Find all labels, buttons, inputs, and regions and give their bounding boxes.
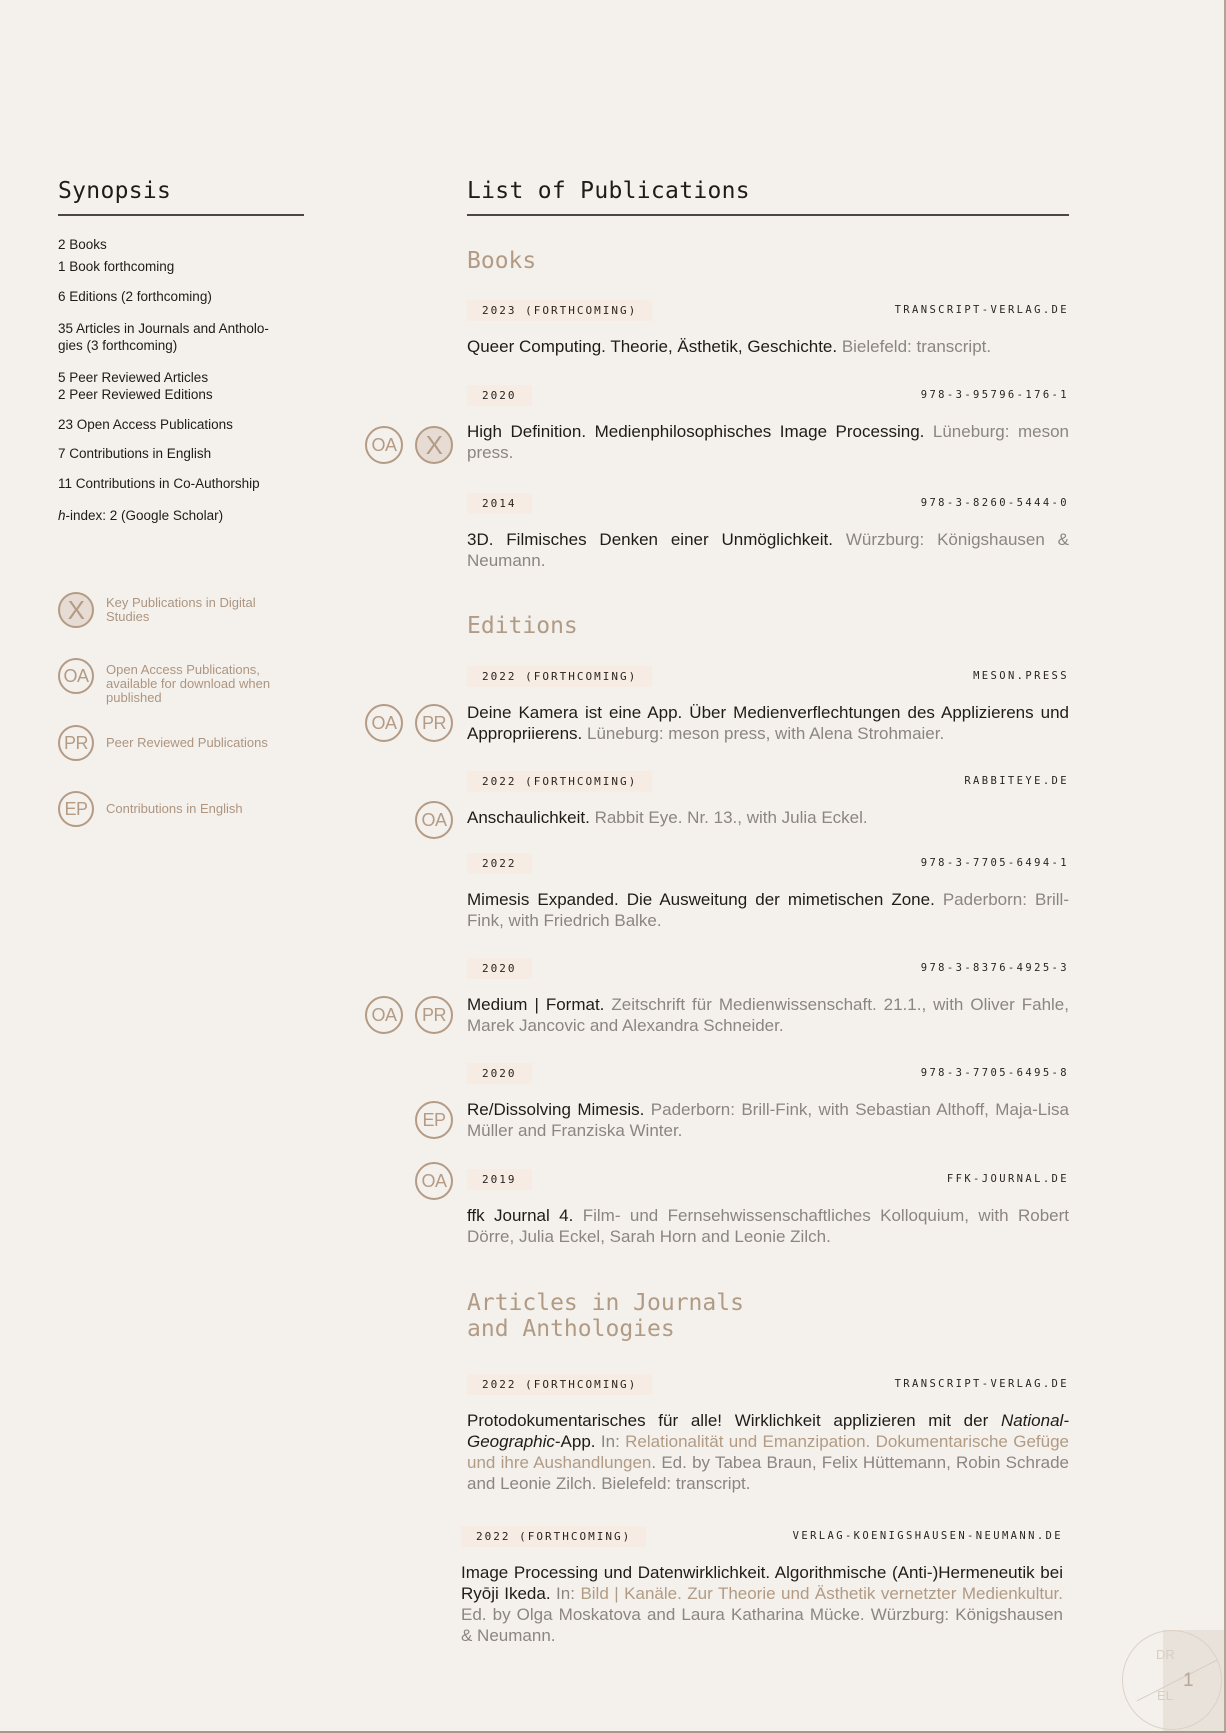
- entry-citation: [467, 994, 1069, 1036]
- date-tag: 2022: [467, 853, 532, 874]
- section-title-line: and Anthologies: [467, 1316, 675, 1342]
- entry-details: Paderborn: Brill-Fink, with Sebastian Althoff, Maja-Lisa Müller and Franziska Winter.: [467, 1100, 1069, 1140]
- legend-item-open-access: [58, 658, 306, 705]
- entry-details: Paderborn: Brill-Fink, with Friedrich Balke.: [467, 890, 1069, 930]
- logo-initials-bottom: EL: [1157, 1688, 1173, 1703]
- synopsis-line: 23 Open Access Publications: [58, 416, 233, 432]
- entry-meta: [461, 1524, 1063, 1548]
- synopsis-line: gies (3 forthcoming): [58, 338, 178, 353]
- entry-meta: [467, 1061, 1069, 1085]
- section-title-books: Books: [467, 248, 537, 274]
- entry-citation: [467, 702, 1069, 744]
- entry-meta: [467, 1167, 1069, 1191]
- anthology-title: Bild | Kanäle. Zur Theorie und Ästhetik vernetzter Medienkultur.: [580, 1584, 1063, 1603]
- synopsis-line: 1 Book forthcoming: [58, 258, 175, 274]
- hindex-value: -index: 2 (Google Scholar): [65, 508, 224, 523]
- synopsis-group: [58, 369, 304, 404]
- synopsis-group: [58, 288, 304, 306]
- entry-title: Mimesis Expanded. Die Ausweitung der mimetischen Zone.: [467, 890, 935, 909]
- entry-badges: [415, 1162, 453, 1200]
- isbn: 978-3-95796-176-1: [920, 389, 1069, 401]
- entry-badges: [365, 426, 453, 464]
- open-access-badge-icon: OA: [365, 996, 403, 1034]
- legend-item-peer-reviewed: [58, 725, 296, 761]
- entry-meta: [467, 769, 1069, 793]
- entry-title: Re/Dissolving Mimesis.: [467, 1100, 645, 1119]
- entry-badges: [415, 1101, 453, 1139]
- synopsis-line: 2 Books: [58, 237, 107, 252]
- peer-reviewed-badge-icon: PR: [415, 704, 453, 742]
- hindex-h: h: [58, 508, 66, 523]
- publication-entry: [467, 491, 1069, 571]
- legend-label: Contributions in English: [106, 801, 243, 816]
- open-access-badge-icon: OA: [365, 704, 403, 742]
- synopsis-title: Synopsis: [58, 178, 304, 216]
- synopsis-group: [58, 445, 304, 463]
- entry-details: Film- und Fernsehwissenschaftliches Kolloquium, with Robert Dörre, Julia Eckel, Sarah Horn and Leonie Zilch.: [467, 1206, 1069, 1246]
- synopsis-line: 5 Peer Reviewed Articles: [58, 369, 209, 385]
- date-tag: 2022 (FORTHCOMING): [461, 1526, 646, 1547]
- entry-details: Lüneburg: meson press.: [467, 422, 1069, 462]
- synopsis-line: 35 Articles in Journals and Antholo-: [58, 320, 269, 336]
- entry-meta: [467, 1372, 1069, 1396]
- legend-item-english: [58, 791, 296, 827]
- entry-title: Deine Kamera ist eine App. Über Medienverflechtungen des Applizierens und Appropriierens.: [467, 703, 1069, 743]
- legend-label: Open Access Publications, available for download when published: [106, 662, 271, 705]
- publication-entry: [421, 1167, 1069, 1247]
- english-publication-badge-icon: EP: [415, 1101, 453, 1139]
- entry-citation: [467, 421, 1069, 463]
- entry-title: Protodokumentarisches für alle! Wirklichkeit applizieren mit der: [467, 1411, 1001, 1430]
- entry-details: Bielefeld: transcript.: [837, 337, 992, 356]
- synopsis-list: [58, 236, 304, 525]
- synopsis-hindex: [58, 507, 304, 525]
- open-access-badge-icon: OA: [415, 801, 453, 839]
- date-tag: 2020: [467, 1063, 532, 1084]
- synopsis-line: 11 Contributions in Co-Authorship: [58, 475, 260, 491]
- section-title-line: Articles in Journals: [467, 1290, 744, 1316]
- entry-title: Medium | Format.: [467, 995, 605, 1014]
- section-title-editions: Editions: [467, 613, 578, 639]
- legend-item-key: [58, 592, 296, 628]
- entry-details: Rabbit Eye. Nr. 13., with Julia Eckel.: [589, 808, 868, 827]
- entry-citation: [467, 889, 1069, 931]
- date-tag: 2023 (FORTHCOMING): [467, 300, 652, 321]
- date-tag: 2022 (FORTHCOMING): [467, 1374, 652, 1395]
- synopsis-group: [58, 320, 304, 355]
- logo-initials-top: DR: [1156, 1647, 1175, 1662]
- publication-entry: [422, 1061, 1069, 1141]
- date-tag: 2022 (FORTHCOMING): [467, 666, 652, 687]
- date-tag: 2020: [467, 958, 532, 979]
- in-label: In:: [595, 1432, 626, 1451]
- entry-badges: [365, 704, 453, 742]
- publisher-link[interactable]: MESON.PRESS: [973, 670, 1069, 682]
- entry-citation: [467, 336, 1069, 357]
- synopsis-group: [58, 236, 304, 275]
- entry-title: 3D. Filmisches Denken einer Unmöglichkeit.: [467, 530, 833, 549]
- entry-meta: [467, 298, 1069, 322]
- entry-meta: [467, 956, 1069, 980]
- isbn: 978-3-7705-6494-1: [920, 857, 1069, 869]
- anthology-title: Relationalität und Emanzipation. Dokumentarische Gefüge und ihre Aushandlungen: [467, 1432, 1069, 1472]
- open-access-badge-icon: OA: [365, 426, 403, 464]
- isbn: 978-3-8376-4925-3: [920, 962, 1069, 974]
- open-access-badge-icon: OA: [58, 658, 94, 694]
- entry-title: Anschaulichkeit.: [467, 808, 590, 827]
- publication-entry: [467, 851, 1069, 931]
- entry-details: Lüneburg: meson press, with Alena Strohmaier.: [582, 724, 945, 743]
- publisher-link[interactable]: VERLAG-KOENIGSHAUSEN-NEUMANN.DE: [792, 1530, 1063, 1542]
- publisher-link[interactable]: TRANSCRIPT-VERLAG.DE: [894, 1378, 1069, 1390]
- synopsis-line: 2 Peer Reviewed Editions: [58, 387, 213, 402]
- entry-meta: [467, 851, 1069, 875]
- publication-entry: [421, 769, 1069, 830]
- publication-entry: [467, 298, 1069, 357]
- entry-citation: [467, 529, 1069, 571]
- publications-panel: [371, 178, 1069, 1645]
- entry-title: High Definition. Medienphilosophisches Image Processing.: [467, 422, 925, 441]
- peer-reviewed-badge-icon: PR: [58, 725, 94, 761]
- entry-title: -App.: [554, 1432, 596, 1451]
- publisher-link[interactable]: FFK-JOURNAL.DE: [946, 1173, 1069, 1185]
- publisher-link[interactable]: TRANSCRIPT-VERLAG.DE: [894, 304, 1069, 316]
- legend-label: Peer Reviewed Publications: [106, 735, 268, 750]
- key-publication-badge-icon: X: [58, 592, 94, 628]
- entry-badges: [415, 801, 453, 839]
- entry-citation: [467, 1410, 1069, 1494]
- entry-citation: [467, 807, 1069, 828]
- synopsis-line: 7 Contributions in English: [58, 446, 212, 461]
- entry-details: . Ed. by Tabea Braun, Felix Hüttemann, Robin Schrade and Leonie Zilch. Bielefeld: transcript.: [467, 1453, 1069, 1493]
- publication-entry: [467, 1372, 1069, 1494]
- date-tag: 2022 (FORTHCOMING): [467, 771, 652, 792]
- entry-meta: [467, 383, 1069, 407]
- publisher-link[interactable]: RABBITEYE.DE: [964, 775, 1069, 787]
- publications-title: List of Publications: [467, 178, 1069, 216]
- synopsis-group: [58, 416, 304, 434]
- entry-details: Ed. by Olga Moskatova and Laura Katharina Mücke. Würzburg: Königshausen & Neumann.: [461, 1605, 1063, 1645]
- date-tag: 2014: [467, 493, 532, 514]
- entry-title: Queer Computing. Theorie, Ästhetik, Geschichte.: [467, 337, 838, 356]
- legend-label: Key Publications in Digital Studies: [106, 595, 256, 624]
- isbn: 978-3-7705-6495-8: [920, 1067, 1069, 1079]
- entry-title: Image Processing und Datenwirklichkeit. Algorithmische (Anti-)Hermeneutik bei Ryōji Ikeda.: [461, 1563, 1063, 1603]
- publication-entry: [371, 664, 1069, 744]
- entry-meta: [467, 664, 1069, 688]
- section-title-articles: [467, 1290, 744, 1342]
- publication-entry: [461, 1524, 1063, 1646]
- entry-citation: [467, 1205, 1069, 1247]
- drel-logo-mark: [1122, 1630, 1222, 1730]
- key-publication-badge-icon: X: [415, 426, 453, 464]
- entry-citation: [467, 1099, 1069, 1141]
- synopsis-panel: [58, 178, 304, 536]
- entry-title: ffk Journal 4.: [467, 1206, 574, 1225]
- entry-title-italic: National-Geographic: [467, 1411, 1069, 1451]
- publication-entry: [371, 956, 1069, 1036]
- synopsis-group: [58, 475, 304, 493]
- open-access-badge-icon: OA: [415, 1162, 453, 1200]
- entry-badges: [365, 996, 453, 1034]
- english-publication-badge-icon: EP: [58, 791, 94, 827]
- entry-details: Würzburg: Königshausen & Neumann.: [467, 530, 1069, 570]
- synopsis-line: 6 Editions (2 forthcoming): [58, 289, 212, 304]
- entry-citation: [461, 1562, 1063, 1646]
- date-tag: 2019: [467, 1169, 532, 1190]
- entry-meta: [467, 491, 1069, 515]
- entry-details: Zeitschrift für Medienwissenschaft. 21.1., with Oliver Fahle, Marek Jancovic and Alexandra Schneider.: [467, 995, 1069, 1035]
- isbn: 978-3-8260-5444-0: [920, 497, 1069, 509]
- page-number: 1: [1183, 1670, 1194, 1691]
- in-label: In:: [550, 1584, 581, 1603]
- peer-reviewed-badge-icon: PR: [415, 996, 453, 1034]
- publication-entry: [371, 383, 1069, 463]
- date-tag: 2020: [467, 385, 532, 406]
